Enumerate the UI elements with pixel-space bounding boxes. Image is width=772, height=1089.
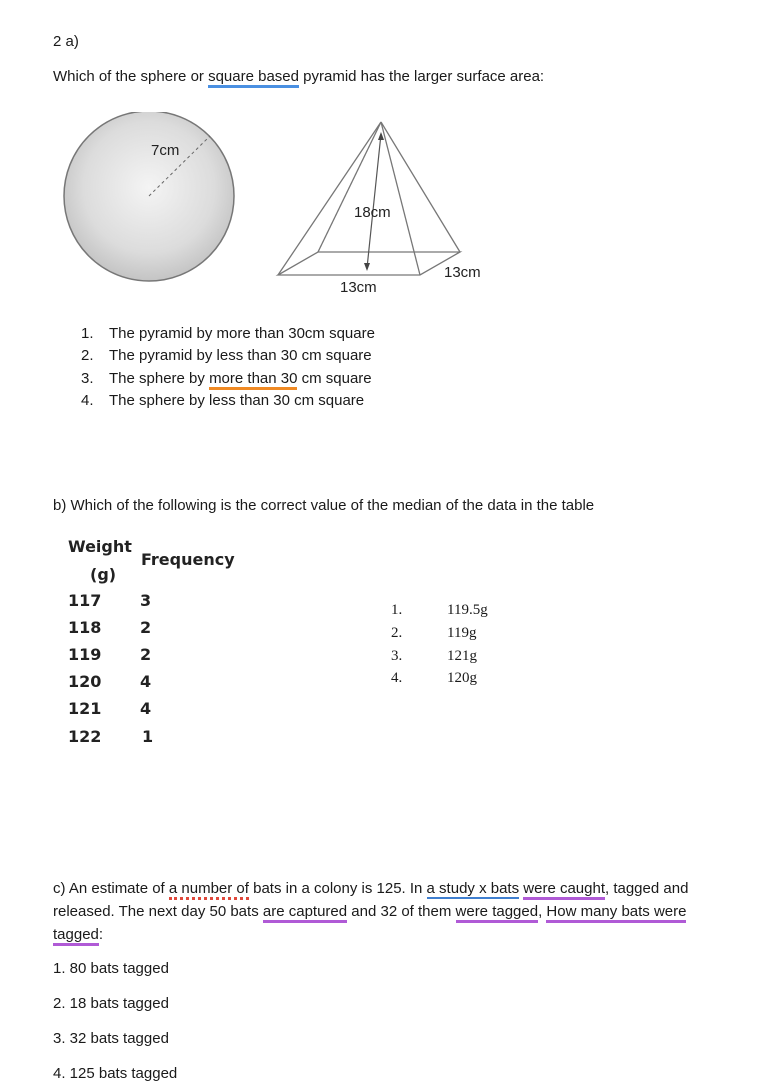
table-header-weight: Weight xyxy=(68,537,132,556)
style-underline-phrase[interactable]: were tagged xyxy=(456,903,539,923)
option-text[interactable]: The pyramid by more than 30cm square xyxy=(109,325,375,342)
option-number: 3. xyxy=(391,648,403,664)
option-number: 3. xyxy=(81,370,94,387)
option-text[interactable]: 121g xyxy=(447,648,477,664)
table-cell-frequency: 2 xyxy=(140,645,152,664)
table-header-frequency: Frequency xyxy=(141,550,235,569)
arrow-up-icon xyxy=(378,132,384,140)
question-text-part: pyramid has the larger surface area: xyxy=(298,68,545,85)
question-2b-text: b) Which of the following is the correct value of the median of the data in the table xyxy=(53,497,595,514)
pyramid-base-side-label: 13cm xyxy=(444,264,481,281)
style-underline-phrase[interactable]: How many bats were xyxy=(546,903,686,923)
table-header-unit: (g) xyxy=(90,565,117,584)
option-text-part: The sphere by xyxy=(109,370,210,387)
question-2c-line-3 xyxy=(53,926,103,944)
table-cell-weight: 118 xyxy=(68,618,102,637)
spellcheck-underline-phrase[interactable]: a number of xyxy=(169,880,249,900)
sphere-radius-label: 7cm xyxy=(151,142,180,159)
option-text[interactable]: 119g xyxy=(447,625,477,641)
option-number: 1. xyxy=(81,325,94,342)
table-cell-weight: 120 xyxy=(68,672,102,691)
pyramid-height-label: 18cm xyxy=(354,204,391,221)
grammar-underline-phrase[interactable]: a study x bats xyxy=(426,880,520,897)
question-2c-line-2 xyxy=(53,903,686,921)
style-underline-phrase[interactable]: are captured xyxy=(263,903,347,923)
option-text[interactable]: 3. 32 bats tagged xyxy=(53,1030,169,1047)
option-text[interactable]: 119.5g xyxy=(447,602,488,618)
table-cell-weight: 122 xyxy=(68,727,102,746)
option-number: 2. xyxy=(81,347,94,364)
shapes-figure xyxy=(60,112,500,302)
grammar-underline-phrase[interactable]: more than 30 xyxy=(209,370,297,390)
question-text-part: c) An estimate of xyxy=(53,880,169,897)
question-text-part: , xyxy=(538,903,547,920)
question-label: 2 a) xyxy=(53,33,79,50)
option-number: 2. xyxy=(391,625,403,641)
question-text-part: released. The next day 50 bats xyxy=(53,903,263,920)
option-text[interactable]: The sphere by less than 30 cm square xyxy=(109,392,365,409)
pyramid-height-line xyxy=(367,134,381,268)
question-2c-line-1 xyxy=(53,880,688,898)
pyramid-base-front-label: 13cm xyxy=(340,279,377,296)
table-cell-weight: 117 xyxy=(68,591,102,610)
table-cell-frequency: 4 xyxy=(140,672,152,691)
option-number: 4. xyxy=(391,670,403,686)
table-cell-frequency: 4 xyxy=(140,699,152,718)
question-text-part: and 32 of them xyxy=(347,903,456,920)
table-cell-frequency: 1 xyxy=(142,727,154,746)
option-text[interactable] xyxy=(109,370,372,388)
table-cell-weight: 121 xyxy=(68,699,102,718)
option-text[interactable]: 120g xyxy=(447,670,477,686)
option-number: 1. xyxy=(391,602,403,618)
option-number: 4. xyxy=(81,392,94,409)
spellcheck-underline-phrase[interactable]: square based xyxy=(208,68,299,88)
sphere-shape xyxy=(64,112,234,281)
question-text-part: bats in a colony is 125. In xyxy=(248,880,427,897)
style-underline-phrase[interactable]: were caught xyxy=(523,880,605,900)
option-text[interactable]: The pyramid by less than 30 cm square xyxy=(109,347,372,364)
style-underline-phrase[interactable]: tagged xyxy=(53,926,99,946)
question-2a-text xyxy=(53,68,544,86)
table-cell-weight: 119 xyxy=(68,645,102,664)
option-text[interactable]: 2. 18 bats tagged xyxy=(53,995,169,1012)
option-text[interactable]: 4. 125 bats tagged xyxy=(53,1065,178,1082)
option-text-part: cm square xyxy=(297,370,372,387)
question-text-part: , tagged and xyxy=(605,880,689,897)
table-cell-frequency: 2 xyxy=(140,618,152,637)
option-text[interactable]: 1. 80 bats tagged xyxy=(53,960,169,977)
question-text-part: Which of the sphere or xyxy=(53,68,209,85)
question-text-part: : xyxy=(98,926,104,943)
table-cell-frequency: 3 xyxy=(140,591,152,610)
